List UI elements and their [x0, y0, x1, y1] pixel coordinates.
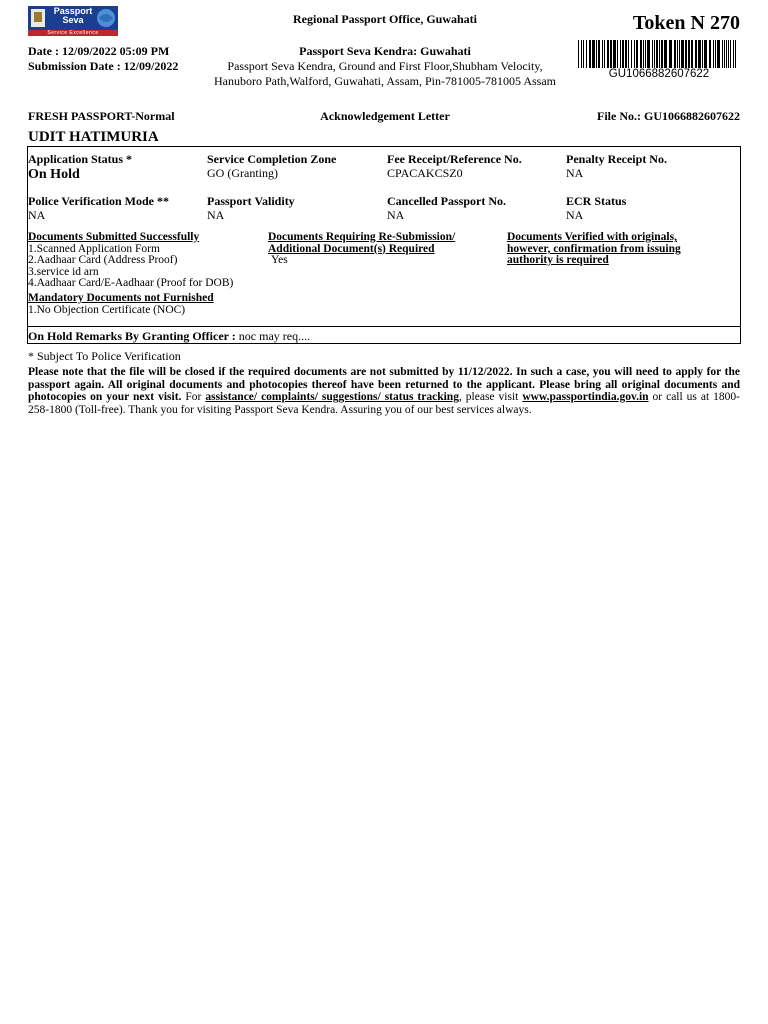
- fee-receipt-cell: [387, 152, 522, 180]
- cell-label: Application Status *: [28, 152, 133, 166]
- remarks-divider: [27, 326, 741, 327]
- closing-paragraph: [28, 366, 740, 416]
- closing-text: or call us at 1800-258-1800 (Toll-free). Thank you for visiting Passport Seva Kendra. Assuring you of our best services always.: [28, 391, 740, 416]
- resubmission-title: Documents Requiring Re-Submission/: [268, 231, 456, 243]
- list-item: 4.Aadhaar Card/E-Aadhaar (Proof for DOB): [28, 277, 234, 290]
- service-type: FRESH PASSPORT-Normal: [28, 109, 175, 123]
- list-item: 1.No Objection Certificate (NOC): [28, 303, 186, 316]
- cell-label: Cancelled Passport No.: [387, 194, 506, 208]
- office-title: Regional Passport Office, Guwahati: [293, 12, 477, 26]
- passport-validity-cell: [207, 194, 295, 222]
- penalty-receipt-cell: [566, 152, 667, 180]
- cell-value: NA: [207, 208, 225, 222]
- remarks-label: On Hold Remarks By Granting Officer :: [28, 329, 236, 343]
- documents-submitted-title: Documents Submitted Successfully: [28, 231, 200, 243]
- documents-resubmission: [268, 232, 455, 267]
- closing-bold: Please note that the file will be closed if the required documents are not submitted by 11/12/2022. In such a case, you will need to apply for the passport again. All original documents and photocopies thereof have been returned to the applicant. Please bring all original documents and photocopies on your next visit.: [28, 366, 740, 404]
- submission-date: Submission Date : 12/09/2022: [28, 59, 179, 73]
- date: Date : 12/09/2022 05:09 PM: [28, 44, 170, 58]
- closing-text: For: [181, 391, 206, 404]
- barcode-image: [578, 40, 740, 68]
- remarks: [28, 329, 310, 344]
- psk-title: Passport Seva Kendra: Guwahati: [299, 44, 471, 58]
- cell-value: NA: [566, 208, 584, 222]
- cell-value: CPACAKCSZ0: [387, 166, 463, 180]
- cell-label: Service Completion Zone: [207, 152, 337, 166]
- police-verification-cell: [28, 194, 169, 222]
- cell-value: NA: [566, 166, 584, 180]
- cell-value: GO (Granting): [207, 166, 278, 180]
- list-item: 3.service id arn: [28, 265, 99, 278]
- assistance-link[interactable]: assistance/ complaints/ suggestions/ status tracking: [205, 391, 459, 404]
- cancelled-passport-cell: [387, 194, 506, 222]
- verified-title: authority is required: [507, 254, 609, 267]
- application-status-cell: [28, 152, 132, 183]
- documents-submitted: [28, 232, 233, 316]
- barcode-number: GU1066882607622: [608, 68, 710, 80]
- logo-tagline: Service Excellence: [47, 30, 99, 36]
- cell-label: Penalty Receipt No.: [566, 152, 667, 166]
- psk-address: Passport Seva Kendra, Ground and First Floor,Shubham Velocity, Hanuboro Path,Walford, Guwahati, Assam, Pin-781005-781005 Assam: [214, 59, 556, 88]
- list-item: 2.Aadhaar Card (Address Proof): [28, 254, 178, 267]
- closing-text: , please visit: [458, 391, 523, 404]
- police-note: * Subject To Police Verification: [28, 349, 181, 363]
- application-status-value: On Hold: [28, 167, 80, 182]
- cell-label: ECR Status: [566, 194, 627, 208]
- verified-title: Documents Verified with originals,: [507, 231, 677, 243]
- cell-label: Passport Validity: [207, 194, 295, 208]
- cell-value: NA: [387, 208, 405, 222]
- letter-title: Acknowledgement Letter: [320, 109, 450, 123]
- ecr-status-cell: [566, 194, 626, 222]
- list-item: 1.Scanned Application Form: [28, 242, 160, 255]
- passportindia-link[interactable]: www.passportindia.gov.in: [522, 391, 649, 404]
- file-number: File No.: GU1066882607622: [597, 109, 740, 123]
- resubmission-value: Yes: [271, 254, 288, 267]
- token-number: Token N 270: [632, 12, 740, 34]
- cell-label: Fee Receipt/Reference No.: [387, 152, 522, 166]
- not-furnished-title: Mandatory Documents not Furnished: [28, 291, 214, 304]
- applicant-name: UDIT HATIMURIA: [28, 129, 159, 145]
- resubmission-title: Additional Document(s) Required: [268, 242, 435, 255]
- verified-title: however, confirmation from issuing: [507, 242, 681, 255]
- cell-label: Police Verification Mode **: [28, 194, 169, 208]
- documents-verified: [507, 232, 681, 267]
- cell-value: NA: [28, 208, 46, 222]
- remarks-value: noc may req....: [235, 329, 311, 343]
- service-zone-cell: [207, 152, 336, 180]
- logo-text: Passport Seva: [53, 6, 93, 25]
